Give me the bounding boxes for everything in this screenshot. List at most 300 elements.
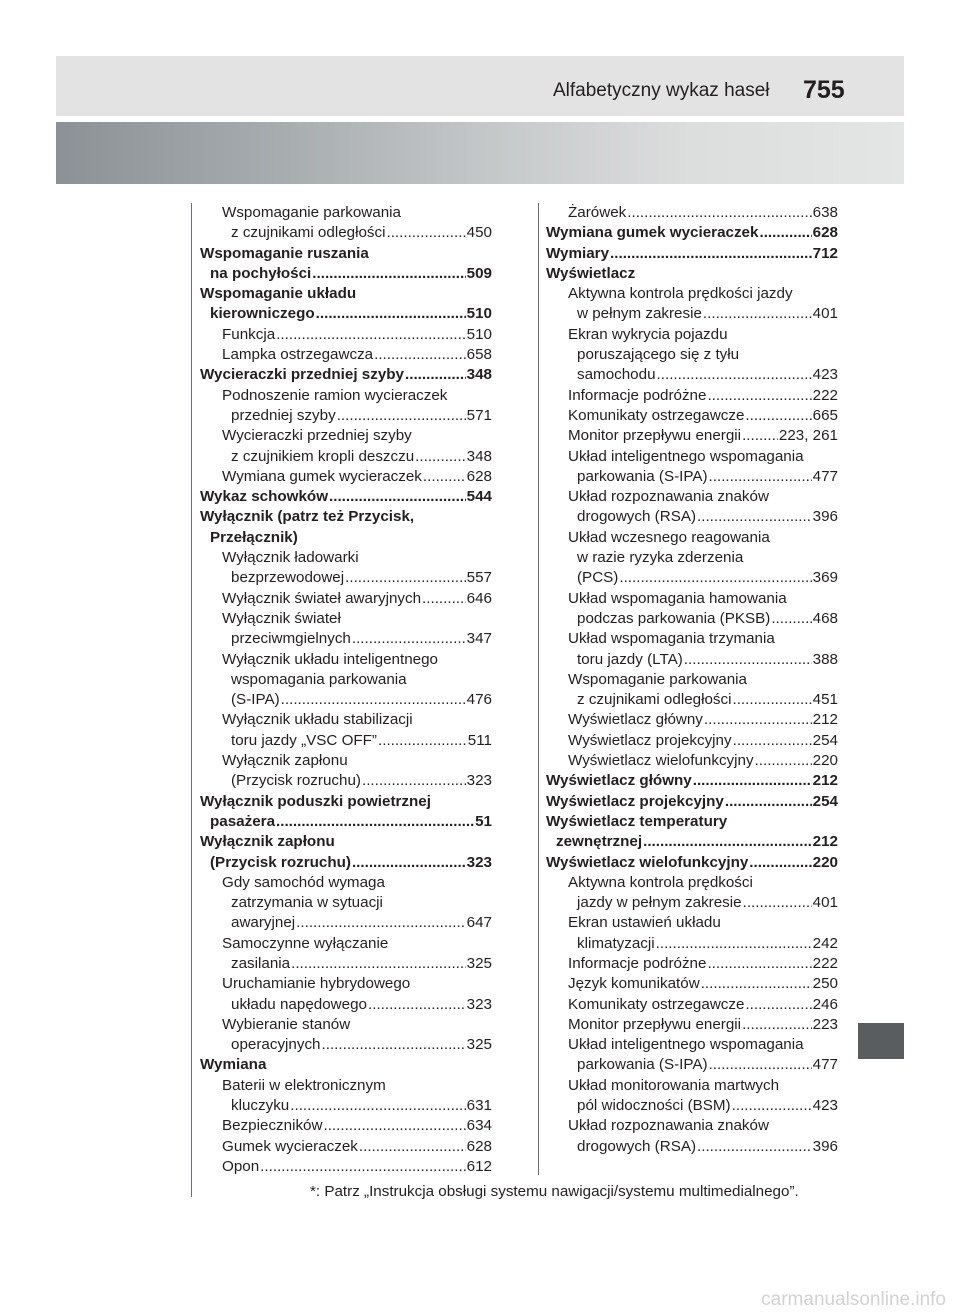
dot-leader [643,832,812,852]
index-entry [546,731,838,751]
dot-leader [725,792,812,812]
index-entry-term: Wyłącznik zapłonu [200,833,335,851]
index-entry [200,934,492,954]
index-entry-page: 510 [466,305,492,323]
index-entry-term: Wyłącznik (patrz też Przycisk, [200,508,415,526]
index-entry-term: toru jazdy (LTA) [577,650,683,668]
page-number: 755 [803,76,845,104]
index-entry [546,325,838,345]
index-entry [200,995,492,1015]
index-entry [200,974,492,994]
index-entry-term: Układ wspomagania trzymania [568,630,775,648]
index-entry-term: parkowania (S-IPA) [577,467,708,485]
dot-leader [771,609,811,629]
index-entry-term: kierowniczego [210,305,315,323]
dot-leader [276,812,474,832]
index-entry-page: 212 [812,711,838,729]
index-entry-page: 323 [466,995,492,1013]
index-entry-term: Wyłącznik świateł [222,609,341,627]
dot-leader [703,304,812,324]
index-entry-term: zewnętrznej [556,833,643,851]
index-entry-page: 557 [466,569,492,587]
index-entry-page: 348 [466,447,492,465]
index-entry [200,1015,492,1035]
index-entry [546,507,838,527]
dot-leader [684,650,812,670]
index-entry-term: jazdy w pełnym zakresie [577,894,742,912]
index-entry-term: Układ rozpoznawania znaków [568,1117,769,1135]
dot-leader [378,731,467,751]
index-entry [546,1116,838,1136]
index-entry-page: 628 [466,467,492,485]
index-entry [200,447,492,467]
index-entry-term: Układ wczesnego reagowania [568,528,770,546]
index-entry [200,264,492,284]
index-entry-term: Wyświetlacz [546,264,636,282]
index-entry [200,832,492,852]
index-entry [200,223,492,243]
index-entry-term: Wyłącznik ładowarki [222,549,359,567]
index-entry-term: Wspomaganie układu [200,285,357,303]
index-entry-term: Wspomaganie parkowania [222,204,401,221]
index-entry-term: Wyświetlacz wielofunkcyjny [546,853,749,871]
index-entry-page: 212 [812,833,838,851]
dot-leader [296,913,466,933]
index-entry [546,1137,838,1157]
dot-leader [709,1055,812,1075]
dot-leader [415,447,466,467]
index-entry-page: 51 [475,812,492,830]
index-entry-term: Funkcja [222,325,276,343]
index-entry-term: bezprzewodowej [231,569,345,587]
dot-leader [707,954,811,974]
index-entry-page: 396 [812,1137,838,1155]
dot-leader [733,731,812,751]
index-entry-page: 631 [466,1097,492,1115]
index-entry-page: 423 [812,1097,838,1115]
index-entry-term: Wymiana gumek wycieraczek [222,467,422,485]
dot-leader [709,467,812,487]
index-entry [200,345,492,365]
index-entry-term: (S-IPA) [231,691,280,709]
dot-leader [423,467,466,487]
dot-leader [322,1035,466,1055]
index-entry [200,771,492,791]
index-entry-page: 423 [812,366,838,384]
dot-leader [610,244,812,264]
index-entry-page: 254 [812,731,838,749]
index-entry-term: Wykaz schowków [200,488,329,506]
index-entry-term: pasażera [210,812,276,830]
index-entry [200,365,492,385]
index-entry [546,1035,838,1055]
index-entry [546,609,838,629]
dot-leader [276,325,465,345]
index-entry-term: Wyświetlacz temperatury [546,812,728,830]
index-entry [546,1055,838,1075]
index-entry [200,812,492,832]
index-entry-term: z czujnikami odległości [231,224,386,242]
dot-leader [368,995,466,1015]
index-entry-page: 220 [812,752,838,770]
index-entry-page: 347 [466,630,492,648]
dot-leader [260,1157,466,1177]
index-entry [546,690,838,710]
index-entry-page: 477 [812,467,838,485]
index-entry-term: Wyłącznik układu stabilizacji [222,711,413,729]
index-entry [546,771,838,791]
dot-leader [759,223,811,243]
index-entry-term: Układ rozpoznawania znaków [568,488,769,506]
index-entry-page: 348 [466,366,492,384]
dot-leader [281,690,466,710]
index-entry-term: drogowych (RSA) [577,1137,697,1155]
index-entry [546,203,838,223]
index-entry [546,447,838,467]
index-entry-term: Wymiary [546,244,610,262]
index-entry [200,467,492,487]
index-entry [200,406,492,426]
index-entry-term: poruszającego się z tyłu [577,346,740,364]
index-entry-term: Układ inteligentnego wspomagania [568,1036,804,1054]
dot-leader [742,426,778,446]
center-column-rule [538,203,539,1175]
index-entry-term: Lampka ostrzegawcza [222,346,374,364]
dot-leader [732,690,811,710]
index-entry-page: 544 [466,488,492,506]
index-entry-page: 476 [466,691,492,709]
index-entry-term: pól widoczności (BSM) [577,1097,731,1115]
index-entry [546,893,838,913]
index-entry-term: na pochyłości [210,264,312,282]
index-entry [546,406,838,426]
index-entry-page: 223, 261 [778,427,838,445]
index-entry [546,629,838,649]
index-entry [200,609,492,629]
index-entry [546,934,838,954]
index-entry-page: 712 [812,244,838,262]
index-entry-term: Aktywna kontrola prędkości jazdy [568,285,793,303]
index-entry [200,487,492,507]
dot-leader [657,365,812,385]
index-entry-term: zatrzymania w sytuacji [231,894,383,912]
index-entry-term: podczas parkowania (PKSB) [577,609,771,627]
index-entry [200,244,492,264]
dot-leader [749,853,811,873]
index-entry [200,690,492,710]
index-entry-term: w pełnym zakresie [577,305,702,323]
index-entry [200,954,492,974]
dot-leader [329,487,466,507]
index-entry [200,650,492,670]
index-entry [546,284,838,304]
index-entry-term: toru jazdy „VSC OFF” [231,731,377,749]
index-entry [546,1096,838,1116]
index-entry-term: Komunikaty ostrzegawcze [568,995,745,1013]
index-entry-term: kluczyku [231,1097,290,1115]
index-entry [546,954,838,974]
index-entry-term: Żarówek [568,204,627,221]
index-entry [546,995,838,1015]
index-entry [200,1076,492,1096]
index-entry-term: operacyjnych [231,1036,321,1054]
index-entry-page: 647 [466,914,492,932]
dot-leader [707,386,811,406]
index-entry-term: Informacje podróżne [568,386,707,404]
index-entry [200,203,492,223]
dot-leader [323,1116,465,1136]
index-entry-term: Wyłącznik poduszki powietrznej [200,792,431,810]
index-entry [546,670,838,690]
index-entry [200,731,492,751]
index-entry [546,568,838,588]
index-entry-term: parkowania (S-IPA) [577,1056,708,1074]
index-entry-term: Gdy samochód wymaga [222,873,385,891]
index-entry-term: Układ monitorowania martwych [568,1076,780,1094]
index-entry-term: Wycieraczki przedniej szyby [200,366,405,384]
index-column-left [200,203,492,1177]
index-entry-page: 571 [466,406,492,424]
dot-leader [386,223,465,243]
index-entry-term: Monitor przepływu energii [568,427,742,445]
index-entry-term: Podnoszenie ramion wycieraczek [222,386,448,404]
index-entry-term: Wyświetlacz wielofunkcyjny [568,752,754,770]
index-entry [200,386,492,406]
index-entry-term: (Przycisk rozruchu) [210,853,351,871]
index-entry-term: Wybieranie stanów [222,1015,351,1033]
dot-leader [693,771,812,791]
index-entry-page: 477 [812,1056,838,1074]
index-entry-term: Komunikaty ostrzegawcze [568,406,745,424]
index-entry [200,304,492,324]
index-entry-page: 401 [812,305,838,323]
index-entry-page: 222 [812,386,838,404]
index-entry-page: 212 [812,772,838,790]
index-entry-term: Układ inteligentnego wspomagania [568,447,804,465]
index-entry-term: Wyświetlacz główny [546,772,692,790]
index-entry [546,223,838,243]
index-entry [200,893,492,913]
index-entry-page: 646 [466,589,492,607]
dot-leader [697,1137,812,1157]
dot-leader [656,934,812,954]
index-entry [200,426,492,446]
index-entry [200,1035,492,1055]
index-entry-term: Ekran ustawień układu [568,914,721,932]
index-entry-term: Informacje podróżne [568,954,707,972]
index-entry-page: 658 [466,346,492,364]
index-entry-page: 510 [466,325,492,343]
index-entry-page: 246 [812,995,838,1013]
index-entry [200,1096,492,1116]
index-entry [546,792,838,812]
index-entry-term: Wyłącznik układu inteligentnego [222,650,438,668]
index-entry [546,650,838,670]
dot-leader [374,345,466,365]
index-entry-term: (PCS) [577,569,619,587]
index-entry-term: Monitor przepływu energii [568,1015,742,1033]
index-entry-term: Wyłącznik świateł awaryjnych [222,589,422,607]
dot-leader [619,568,811,588]
dot-leader [697,507,812,527]
dot-leader [745,995,811,1015]
index-entry-page: 222 [812,954,838,972]
dot-leader [422,589,466,609]
index-entry [200,1055,492,1075]
header-band [56,56,904,116]
index-entry-page: 401 [812,894,838,912]
watermark: carmanualsonline.info [761,1289,946,1310]
index-entry [546,589,838,609]
index-entry-page: 242 [812,934,838,952]
dot-leader [755,751,812,771]
index-entry-page: 325 [466,1036,492,1054]
index-entry-term: Przełącznik) [210,528,298,546]
index-entry [200,507,492,527]
index-entry-term: Wyłącznik zapłonu [222,752,348,770]
index-entry-page: 388 [812,650,838,668]
index-entry-term: Wymiana gumek wycieraczek [546,224,759,242]
index-entry [200,670,492,690]
index-entry-page: 634 [466,1117,492,1135]
index-column-right [546,203,838,1157]
running-header-title: Alfabetyczny wykaz haseł [553,80,770,101]
index-entry [546,467,838,487]
index-entry-term: Wyświetlacz projekcyjny [568,731,732,749]
index-entry [200,548,492,568]
dot-leader [312,264,465,284]
index-entry [546,913,838,933]
index-entry-page: 323 [466,772,492,790]
index-entry [200,792,492,812]
index-entry-term: samochodu [577,366,656,384]
section-thumb-tab [858,1023,904,1059]
header-gradient-bar [56,122,904,184]
index-entry [200,568,492,588]
index-entry [200,853,492,873]
dot-leader [345,568,466,588]
index-entry-page: 254 [812,792,838,810]
index-entry [546,812,838,832]
index-entry-term: Uruchamianie hybrydowego [222,975,411,993]
index-entry-term: Wyświetlacz projekcyjny [546,792,724,810]
index-entry-term: przedniej szyby [231,406,336,424]
index-entry-term: drogowych (RSA) [577,508,697,526]
index-entry-page: 250 [812,975,838,993]
index-entry [200,710,492,730]
index-entry [200,751,492,771]
dot-leader [291,954,466,974]
index-entry-page: 220 [812,853,838,871]
index-entry [546,1076,838,1096]
dot-leader [290,1096,465,1116]
index-entry-term: Wycieraczki przedniej szyby [222,427,412,445]
index-entry [546,528,838,548]
footnote: *: Patrz „Instrukcja obsługi systemu nawigacji/systemu multimedialnego”. [310,1183,799,1200]
index-entry [200,873,492,893]
index-entry-term: Gumek wycieraczek [222,1137,358,1155]
dot-leader [704,710,812,730]
index-entry-term: Język komunikatów [568,975,700,993]
index-entry-page: 511 [467,731,492,749]
dot-leader [405,365,466,385]
index-entry [546,304,838,324]
index-entry [200,284,492,304]
dot-leader [359,1137,466,1157]
index-entry-term: w razie ryzyka zderzenia [577,549,744,567]
index-entry [546,264,838,284]
dot-leader [743,893,812,913]
index-entry-term: (Przycisk rozruchu) [231,772,361,790]
index-entry-page: 468 [812,609,838,627]
index-entry-term: Baterii w elektronicznym [222,1076,386,1094]
index-entry-page: 509 [466,264,492,282]
index-entry [546,832,838,852]
index-entry-term: Wymiana [200,1056,267,1074]
index-entry-term: Układ wspomagania hamowania [568,589,787,607]
index-entry-page: 665 [812,406,838,424]
index-entry [546,1015,838,1035]
dot-leader [352,629,466,649]
index-entry-page: 396 [812,508,838,526]
index-entry [546,386,838,406]
index-entry-term: Wspomaganie ruszania [200,244,369,262]
index-entry-term: przeciwmgielnych [231,630,351,648]
index-entry [546,426,838,446]
index-entry-page: 628 [812,224,838,242]
index-entry [200,1116,492,1136]
index-entry-term: Wyświetlacz główny [568,711,703,729]
index-entry-term: z czujnikami odległości [577,691,732,709]
index-entry [546,244,838,264]
index-entry [546,873,838,893]
index-entry [546,751,838,771]
index-entry [546,548,838,568]
index-entry-term: z czujnikiem kropli deszczu [231,447,415,465]
index-entry-term: Samoczynne wyłączanie [222,934,389,952]
index-entry [546,487,838,507]
index-entry [546,365,838,385]
index-entry [200,629,492,649]
index-entry [546,345,838,365]
dot-leader [316,304,466,324]
dot-leader [627,203,811,223]
left-column-rule [191,203,192,1197]
dot-leader [745,406,811,426]
dot-leader [742,1015,812,1035]
index-entry-term: Opon [222,1157,260,1175]
index-entry-term: Bezpieczników [222,1117,323,1135]
dot-leader [732,1096,812,1116]
index-entry [546,853,838,873]
index-entry [200,1157,492,1177]
index-entry-page: 612 [466,1157,492,1175]
dot-leader [701,974,812,994]
dot-leader [337,406,466,426]
index-entry-page: 451 [812,691,838,709]
index-entry-term: awaryjnej [231,914,296,932]
index-entry-page: 223 [812,1015,838,1033]
dot-leader [352,853,466,873]
index-entry-term: zasilania [231,954,291,972]
dot-leader [362,771,466,791]
index-entry-page: 450 [466,224,492,242]
index-entry [200,589,492,609]
index-entry-term: Aktywna kontrola prędkości [568,873,753,891]
index-entry [200,325,492,345]
index-entry-page: 369 [812,569,838,587]
index-entry-term: Wspomaganie parkowania [568,670,747,688]
